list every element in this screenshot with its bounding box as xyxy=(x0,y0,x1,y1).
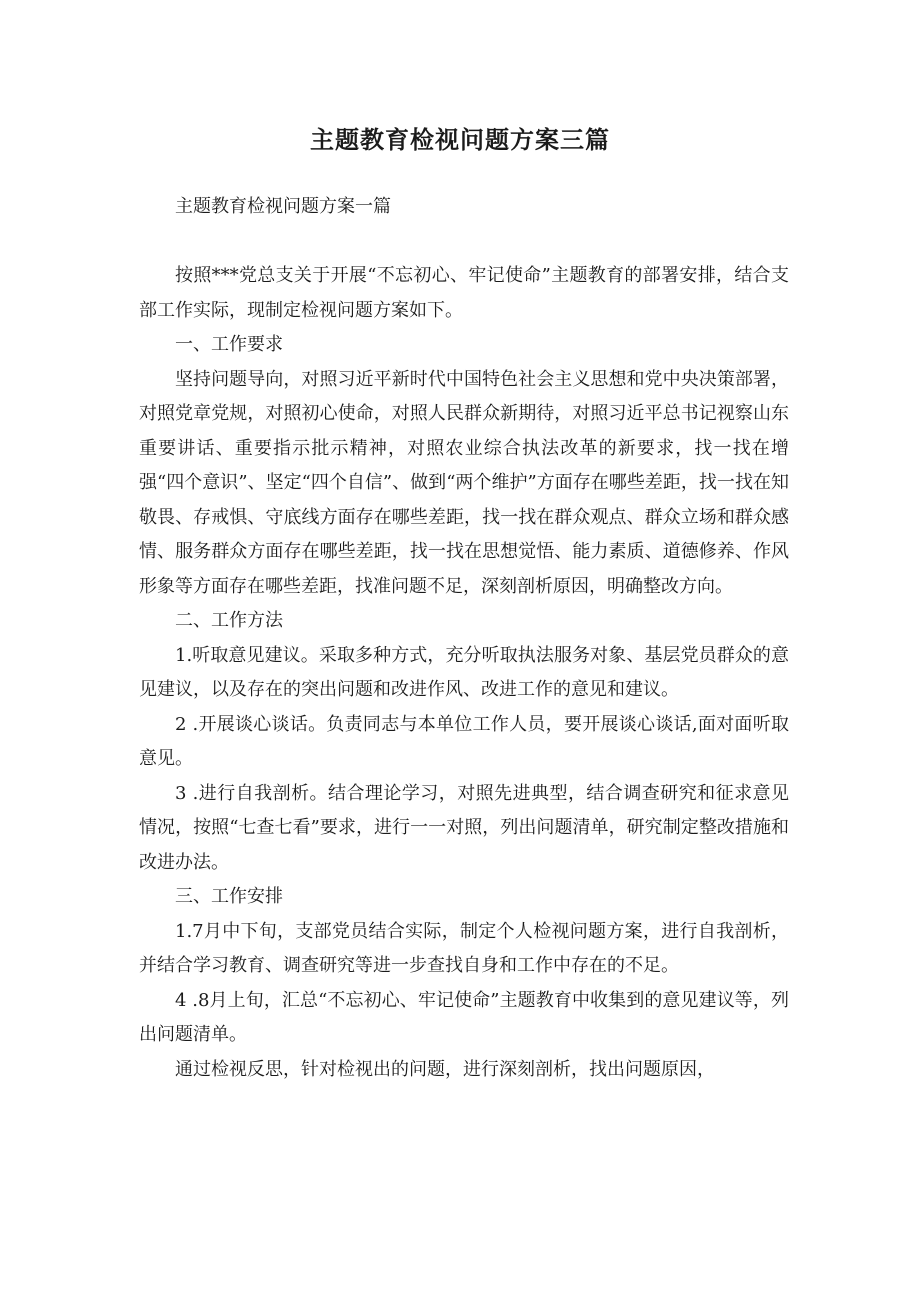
document-title: 主题教育检视问题方案三篇 xyxy=(310,126,610,154)
arrangement-item-2: 4 .8月上旬，汇总“不忘初心、牢记使命”主题教育中收集到的意见建议等，列出问题清单。 xyxy=(139,989,789,1045)
section-subtitle: 主题教育检视问题方案一篇 xyxy=(175,196,391,217)
heading-work-requirements: 一、工作要求 xyxy=(175,334,283,355)
method-item-3: 3 .进行自我剖析。结合理论学习，对照先进典型，结合调查研究和征求意见情况，按照“七查七看”要求，进行一一对照，列出问题清单，研究制定整改措施和改进办法。 xyxy=(139,782,789,873)
closing-paragraph: 通过检视反思，针对检视出的问题，进行深刻剖析，找出问题原因， xyxy=(175,1058,715,1080)
requirements-paragraph: 坚持问题导向，对照习近平新时代中国特色社会主义思想和党中央决策部署，对照党章党规，对照初心使命，对照人民群众新期待，对照习近平总书记视察山东重要讲话、重要指示批示精神，对照农业综合执法改革的新要求，找一找在增强“四个意识”、坚定“四个自信”、做到“两个维护”方面存在哪些差距，找一找在知敬畏、存戒惧、守底线方面存在哪些差距，找一找在群众观点、群众立场和群众感情、服务群众方面存在哪些差距，找一找在思想觉悟、能力素质、道德修养、作风形象等方面存在哪些差距，找准问题不足，深刻剖析原因，明确整改方向。 xyxy=(139,368,789,597)
intro-paragraph: 按照***党总支关于开展“不忘初心、牢记使命”主题教育的部署安排，结合支部工作实际，现制定检视问题方案如下。 xyxy=(139,265,789,321)
document-body xyxy=(139,190,789,1087)
heading-work-methods: 二、工作方法 xyxy=(175,610,283,631)
method-item-1: 1.听取意见建议。采取多种方式，充分听取执法服务对象、基层党员群众的意见建议，以及存在的突出问题和改进作风、改进工作的意见和建议。 xyxy=(139,644,789,700)
arrangement-item-1: 1.7月中下旬，支部党员结合实际，制定个人检视问题方案，进行自我剖析，并结合学习教育、调查研究等进一步查找自身和工作中存在的不足。 xyxy=(139,920,789,976)
heading-work-arrangement: 三、工作安排 xyxy=(175,886,283,907)
method-item-2: 2 .开展谈心谈话。负责同志与本单位工作人员，要开展谈心谈话,面对面听取意见。 xyxy=(139,713,789,769)
